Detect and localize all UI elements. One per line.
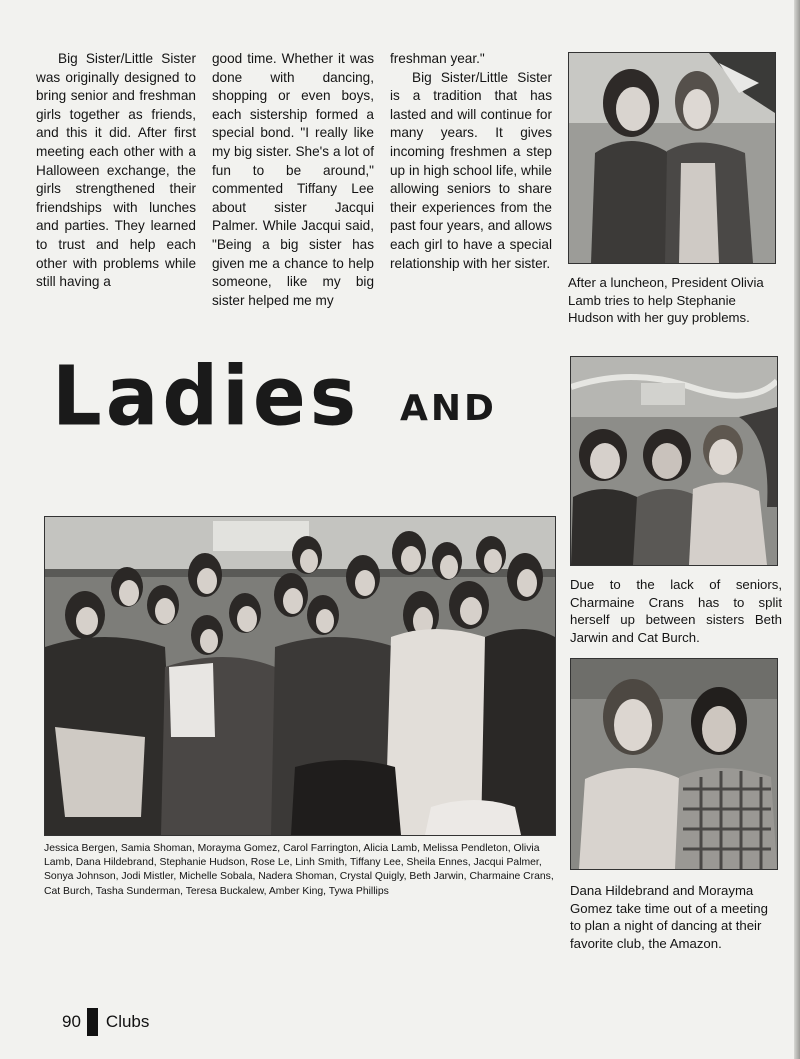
photo-dana-morayma — [570, 658, 778, 870]
caption-charmaine: Due to the lack of seniors, Charmaine Crans has to split herself up between sisters Beth Jarwin and Cat Burch. — [570, 577, 782, 645]
article-paragraph: Big Sister/Little Sister is a tradition that has lasted and will continue for many years. It gives incoming freshmen a step up in high school life, while allowing seniors to share their experiences from the past four years, and allows each girl to have a special relationship with her sister. — [390, 69, 552, 271]
page-number: 90 — [62, 1012, 81, 1031]
page-title-connector: AND — [400, 388, 497, 429]
article-column-1 — [36, 50, 196, 292]
article-column-2 — [212, 50, 374, 310]
article-column-3 — [390, 50, 552, 273]
caption-luncheon: After a luncheon, President Olivia Lamb tries to help Stephanie Hudson with her guy problems. — [568, 275, 764, 326]
group-photo-names: Jessica Bergen, Samia Shoman, Morayma Gomez, Carol Farrington, Alicia Lamb, Melissa Pendleton, Olivia Lamb, Dana Hildebrand, Stephanie Hudson, Rose Le, Linh Smith, Tiffany Lee, Sheila Ennes, Jacqui Palmer, Sonya Johnson, Jodi Mistler, Michelle Sobala, Nadera Shoman, Crystal Quigly, Beth Jarwin, Charmaine Crans, Cat Burch, Tasha Sunderman, Teresa Buckalew, Amber King, Tywa Phillips — [44, 843, 554, 897]
photo-group — [44, 516, 556, 836]
caption-dana-morayma: Dana Hildebrand and Morayma Gomez take time out of a meeting to plan a night of dancing at their favorite club, the Amazon. — [570, 883, 768, 951]
folio-bar — [87, 1008, 98, 1036]
page-edge — [794, 0, 800, 1059]
page-title: Ladies — [52, 349, 361, 445]
article-paragraph: good time. Whether it was done with dancing, shopping or even boys, each sistership formed a special bond. "I really like my big sister. She's a lot of fun to be around," commented Tiffany Lee about sister Jacqui Palmer. While Jacqui said, "Being a big sister has given me a chance to help someone, like my big sister helped me my — [212, 51, 374, 308]
page-footer — [62, 1008, 149, 1036]
photo-charmaine — [570, 356, 778, 566]
photo-luncheon — [568, 52, 776, 264]
article-paragraph: freshman year." — [390, 51, 485, 66]
article-paragraph: Big Sister/Little Sister was originally designed to bring senior and freshman girls together as friends, and this it did. After first meeting each other with a Halloween exchange, the girls strengthened their friendships with lunches and parties. They learned to trust and help each other with problems while still having a — [36, 51, 196, 290]
section-name: Clubs — [105, 1012, 150, 1031]
